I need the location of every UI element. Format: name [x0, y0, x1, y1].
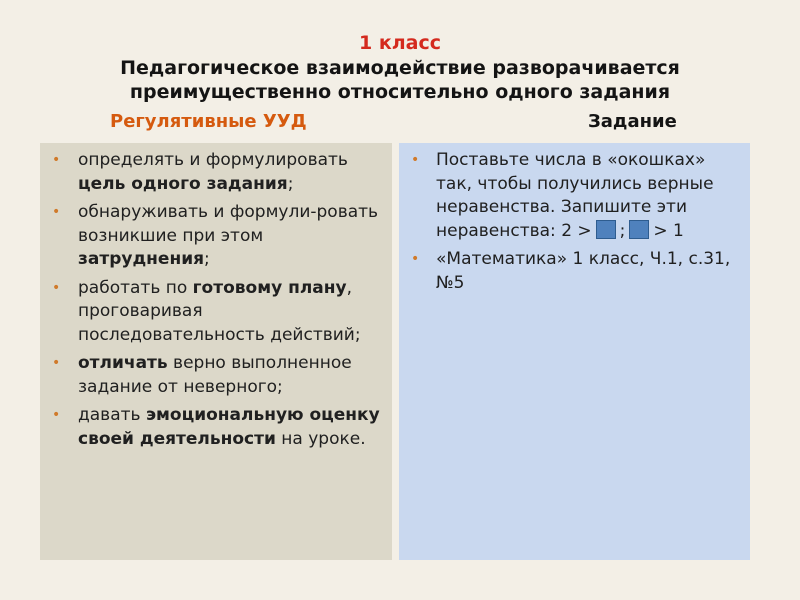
heading-line-2: преимущественно относительно одного задания: [129, 81, 671, 103]
bullet-icon: •: [411, 251, 420, 267]
source-item: [399, 248, 750, 295]
task-item: [399, 149, 750, 243]
source-text: «Математика» 1 класс, Ч.1, с.31, №5: [436, 249, 731, 293]
bullet-icon: •: [52, 204, 61, 220]
bullet-icon: •: [52, 355, 61, 371]
bullet-icon: •: [52, 279, 61, 296]
skill-item: • давать эмоциональную оценку своей деятельности на уроке.: [52, 405, 380, 449]
bullet-icon: •: [52, 152, 61, 168]
task-text: Поставьте числа в «окошках» так, чтобы получились верные неравенства. Запишите эти неравенства: 2 >: [436, 150, 714, 241]
task-end: > 1: [653, 220, 684, 241]
skill-item: • обнаруживать и формули-ровать возникшие при этом затруднения;: [52, 202, 379, 269]
right-column-title: Задание: [588, 111, 677, 132]
skills-list: [40, 149, 392, 451]
bullet-icon: •: [411, 152, 420, 168]
answer-box-1[interactable]: [596, 220, 616, 239]
skill-item: • работать по готовому плану, проговаривая последовательность действий;: [52, 277, 361, 345]
skill-item: • отличать верно выполненное задание от неверного;: [52, 353, 352, 397]
grade-title: 1 класс: [359, 32, 441, 54]
heading-line-1: Педагогическое взаимодействие разворачивается: [120, 57, 680, 79]
regulative-skills-panel: [40, 143, 392, 560]
skill-item: • определять и формулировать цель одного задания;: [52, 150, 348, 194]
title-block: [0, 30, 800, 104]
answer-box-2[interactable]: [629, 220, 649, 239]
bullet-icon: •: [52, 407, 61, 423]
task-list: [399, 149, 750, 295]
column-headers: [0, 111, 800, 137]
task-separator: ;: [619, 220, 626, 241]
task-panel: [399, 143, 750, 560]
left-column-title: Регулятивные УУД: [110, 111, 307, 132]
